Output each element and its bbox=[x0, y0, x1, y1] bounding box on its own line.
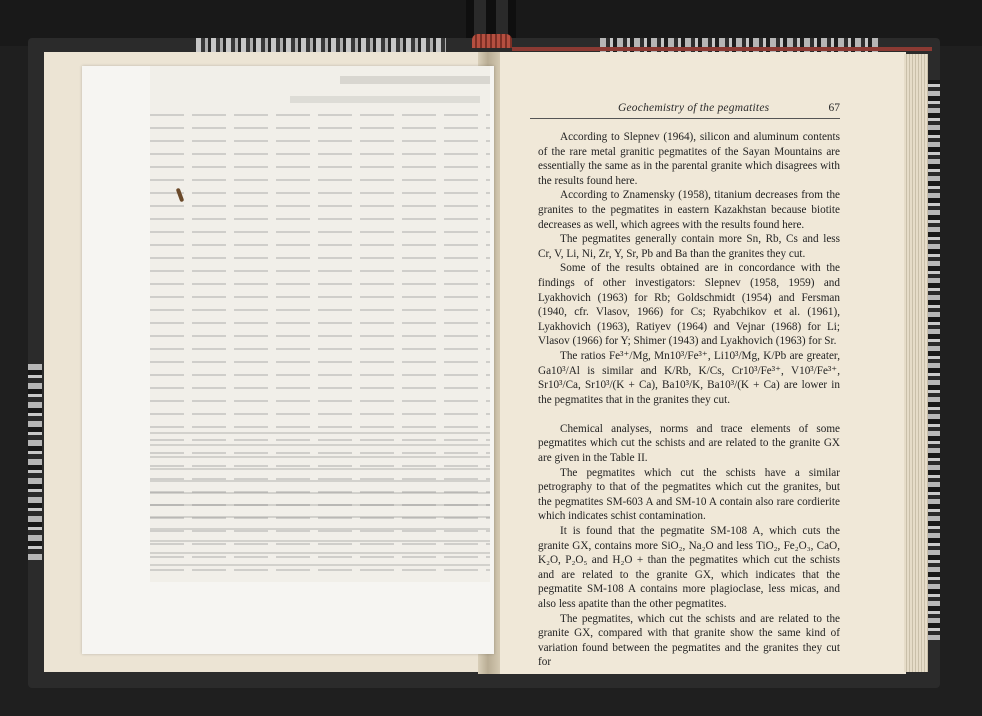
headband bbox=[472, 34, 512, 48]
page-header bbox=[528, 102, 840, 118]
header-rule bbox=[530, 118, 840, 119]
marbled-cover-edge bbox=[926, 80, 940, 640]
paragraph: The pegmatites generally contain more Sn, Rb, Cs and less Cr, V, Li, Ni, Zr, Y, Sr, Pb and Ba than the granites they cut. bbox=[538, 233, 840, 260]
marbled-cover-edge bbox=[28, 360, 42, 560]
paragraph: Chemical analyses, norms and trace elements of some pegmatites which cut the schists and are related to the granite GX are given in the Table II. bbox=[538, 422, 840, 465]
paragraph: The pegmatites which cut the schists have a similar petrography to that of the pegmatites which cut the granites, but the pegmatites SM-603 A and SM-10 A contain also rare cordierite which indicates schist contamination. bbox=[538, 466, 840, 523]
body-text bbox=[538, 130, 840, 670]
show-through-rows bbox=[150, 426, 490, 576]
page-block-edge bbox=[904, 54, 928, 672]
running-head: Geochemistry of the pegmatites bbox=[618, 102, 770, 114]
paragraph: The ratios Fe³⁺/Mg, Mn10³/Fe³⁺, Li10³/Mg, K/Pb are greater, Ga10³/Al is similar and K/Rb, K/Cs, Cr10³/Fe³⁺, V10³/Fe³⁺, Sr10³/Ca, Sr10³/(K + Ca), Ba10³/K, Ba10³/(K + Ca) are lower in the pegmatites that in the granites they cut. bbox=[538, 349, 840, 406]
paragraph: It is found that the pegmatite SM-108 A, which cuts the granite GX, contains more SiO₂, Na₂O and less TiO₂, Fe₂O₃, CaO, K₂O, P₂O₅ and H₂O + than the pegmatites which cut the schists and are related to the granite GX, which indicates that the pegmatite SM-108 A contains more plagioclase, less micas, and also less apatite than the other pegmatites. bbox=[538, 525, 840, 610]
paragraph: According to Znamensky (1958), titanium decreases from the granites to the pegmatites in eastern Kazakhstan because biotite decreases as well, which agrees with the results found here. bbox=[538, 189, 840, 231]
paragraph: According to Slepnev (1964), silicon and aluminum contents of the rare metal granitic pegmatites of the Sayan Mountains are essentially the same as in the parental granite which disagrees with the results found here. bbox=[538, 131, 840, 187]
paragraph: Some of the results obtained are in concordance with the findings of other investigators: Slepnev (1958, 1959) and Lyakhovich (1963) for Rb; Goldschmidt (1954) and Fersman (1940, cfr. Vlasov, 1966) for Cs; Ryabchikov et al. (1961), Lyakhovich (1963), Ratiyev (1964) and Vejnar (1968) for Li; Vlasov (1966) for Y; Shimer (1943) and Lyakhovich (1963) for Sr. bbox=[538, 262, 840, 348]
cover-trim bbox=[512, 47, 932, 51]
show-through-heading bbox=[340, 76, 490, 84]
page-number: 67 bbox=[828, 102, 840, 114]
marbled-cover-edge bbox=[196, 38, 446, 52]
paragraph: The pegmatites, which cut the schists and are related to the granite GX, compared with that granite show the same kind of variation found between the pegmatites and the granites they cut for bbox=[538, 612, 840, 669]
show-through-table bbox=[150, 66, 490, 582]
show-through-subheading bbox=[290, 96, 480, 103]
